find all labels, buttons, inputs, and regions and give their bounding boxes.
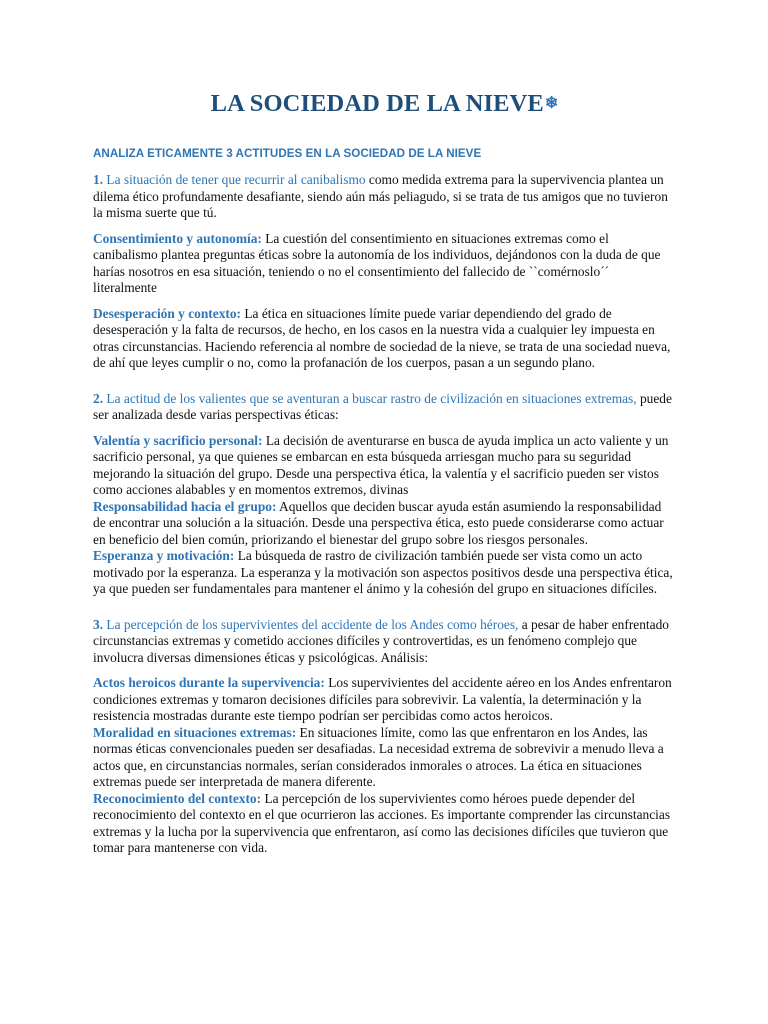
section-paragraph (93, 231, 676, 297)
section-heading: Actos heroicos durante la supervivencia: (93, 675, 325, 690)
section-paragraph (93, 791, 676, 857)
section-heading: Responsabilidad hacia el grupo: (93, 498, 277, 514)
question-lead: La percepción de los supervivientes del accidente de los Andes como héroes, (106, 616, 519, 632)
section-paragraph (93, 433, 676, 499)
assignment-subtitle: ANALIZA ETICAMENTE 3 ACTITUDES EN LA SOCIEDAD DE LA NIEVE (93, 147, 482, 160)
section-text: En situaciones límite, como las que enfrentaron en los Andes, las normas éticas convencionales pueden ser desafiadas. La necesidad extrema de sobrevivir a menudo lleva a actos que, en circunstancias normales, serían considerados inmorales o atroces. La ética en situaciones extremas puede ser interpretada de manera diferente. (93, 724, 664, 789)
section-heading: Valentía y sacrificio personal: (93, 432, 263, 448)
section-text: Aquellos que deciden buscar ayuda están asumiendo la responsabilidad de encontrar una solución a la situación. Desde una perspectiva ética, esto puede considerarse como actuar en beneficio del bien común, priorizando el bienestar del grupo sobre los riesgos personales. (93, 498, 664, 547)
question-text: a pesar de haber enfrentado circunstancias extremas y cometido acciones difíciles y controvertidas, es un fenómeno complejo que involucra diversas dimensiones éticas y psicológicas. Análisis: (93, 616, 669, 665)
question-number: 2. (93, 390, 104, 406)
section-paragraph (93, 499, 676, 549)
question-3 (93, 617, 676, 667)
question-text: como medida extrema para la supervivencia plantea un dilema ético profundamente desafiante, siendo aún más peliagudo, si se trata de tus amigos que no tuvieron la misma suerte que tú. (93, 172, 668, 220)
question-number: 3. (93, 616, 104, 632)
section-text: La percepción de los supervivientes como héroes puede depender del reconocimiento del contexto en el que ocurrieron las acciones. Es importante comprender las circunstancias extremas y la lucha por la supervivencia que enfrentaron, así como las decisiones difíciles que tuvieron que tomar para mantenerse con vida. (93, 790, 671, 855)
section-paragraph (93, 725, 676, 791)
title-text: LA SOCIEDAD DE LA NIEVE (210, 90, 544, 117)
snowflake-icon: ❄ (544, 95, 559, 112)
section-heading: Reconocimiento del contexto: (93, 790, 262, 806)
section-text: La cuestión del consentimiento en situaciones extremas como el canibalismo plantea preguntas éticas sobre la autonomía de los individuos, dejándonos con la duda de que harías nosotros en esa situación, teniendo o no el consentimiento del fallecido de ``comérnoslo´´ literalmente (93, 230, 661, 295)
question-2 (93, 391, 676, 424)
section-text: Los supervivientes del accidente aéreo en los Andes enfrentaron condiciones extremas y tomaron decisiones difíciles para sobrevivir. La valentía, la determinación y la resistencia mostradas durante este tiempo podrían ser percibidas como actos heroicos. (93, 675, 672, 723)
section-paragraph (93, 675, 676, 725)
section-text: La ética en situaciones límite puede variar dependiendo del grado de desesperación y la falta de recursos, de hecho, en los casos en la nuestra vida a cualquier ley impuesta en otras circunstancias. Haciendo referencia al nombre de sociedad de la nieve, se trata de una sociedad nueva, de ahí que leyes cumplir o no, como la profanación de los cuerpos, pasan a un segundo plano. (93, 305, 671, 370)
question-number: 1. (93, 172, 104, 187)
section-heading: Desesperación y contexto: (93, 305, 242, 321)
section-paragraph (93, 548, 676, 598)
section-paragraph (93, 306, 676, 372)
question-lead: La situación de tener que recurrir al canibalismo (106, 172, 366, 187)
section-heading: Esperanza y motivación: (93, 548, 235, 563)
section-text: La decisión de aventurarse en busca de ayuda implica un acto valiente y un sacrificio personal, ya que quienes se embarcan en esta búsqueda arriesgan mucho para su seguridad mejorando la situación del grupo. Desde una perspectiva ética, la valentía y el sacrificio pueden ser vistos como acciones alabables y en momentos extremos, divinas (93, 432, 669, 497)
section-text: La búsqueda de rastro de civilización también puede ser vista como un acto motivado por la esperanza. La esperanza y la motivación son aspectos positivos desde una perspectiva ética, ya que pueden ser fundamentales para mantener el ánimo y la cohesión del grupo en situaciones difíciles. (93, 548, 673, 596)
question-1 (93, 172, 676, 222)
document-title (93, 0, 676, 118)
section-heading: Moralidad en situaciones extremas: (93, 724, 297, 740)
question-lead: La actitud de los valientes que se aventuran a buscar rastro de civilización en situaciones extremas, (106, 390, 637, 406)
section-heading: Consentimiento y autonomía: (93, 230, 262, 246)
question-text: puede ser analizada desde varias perspectivas éticas: (93, 390, 672, 422)
